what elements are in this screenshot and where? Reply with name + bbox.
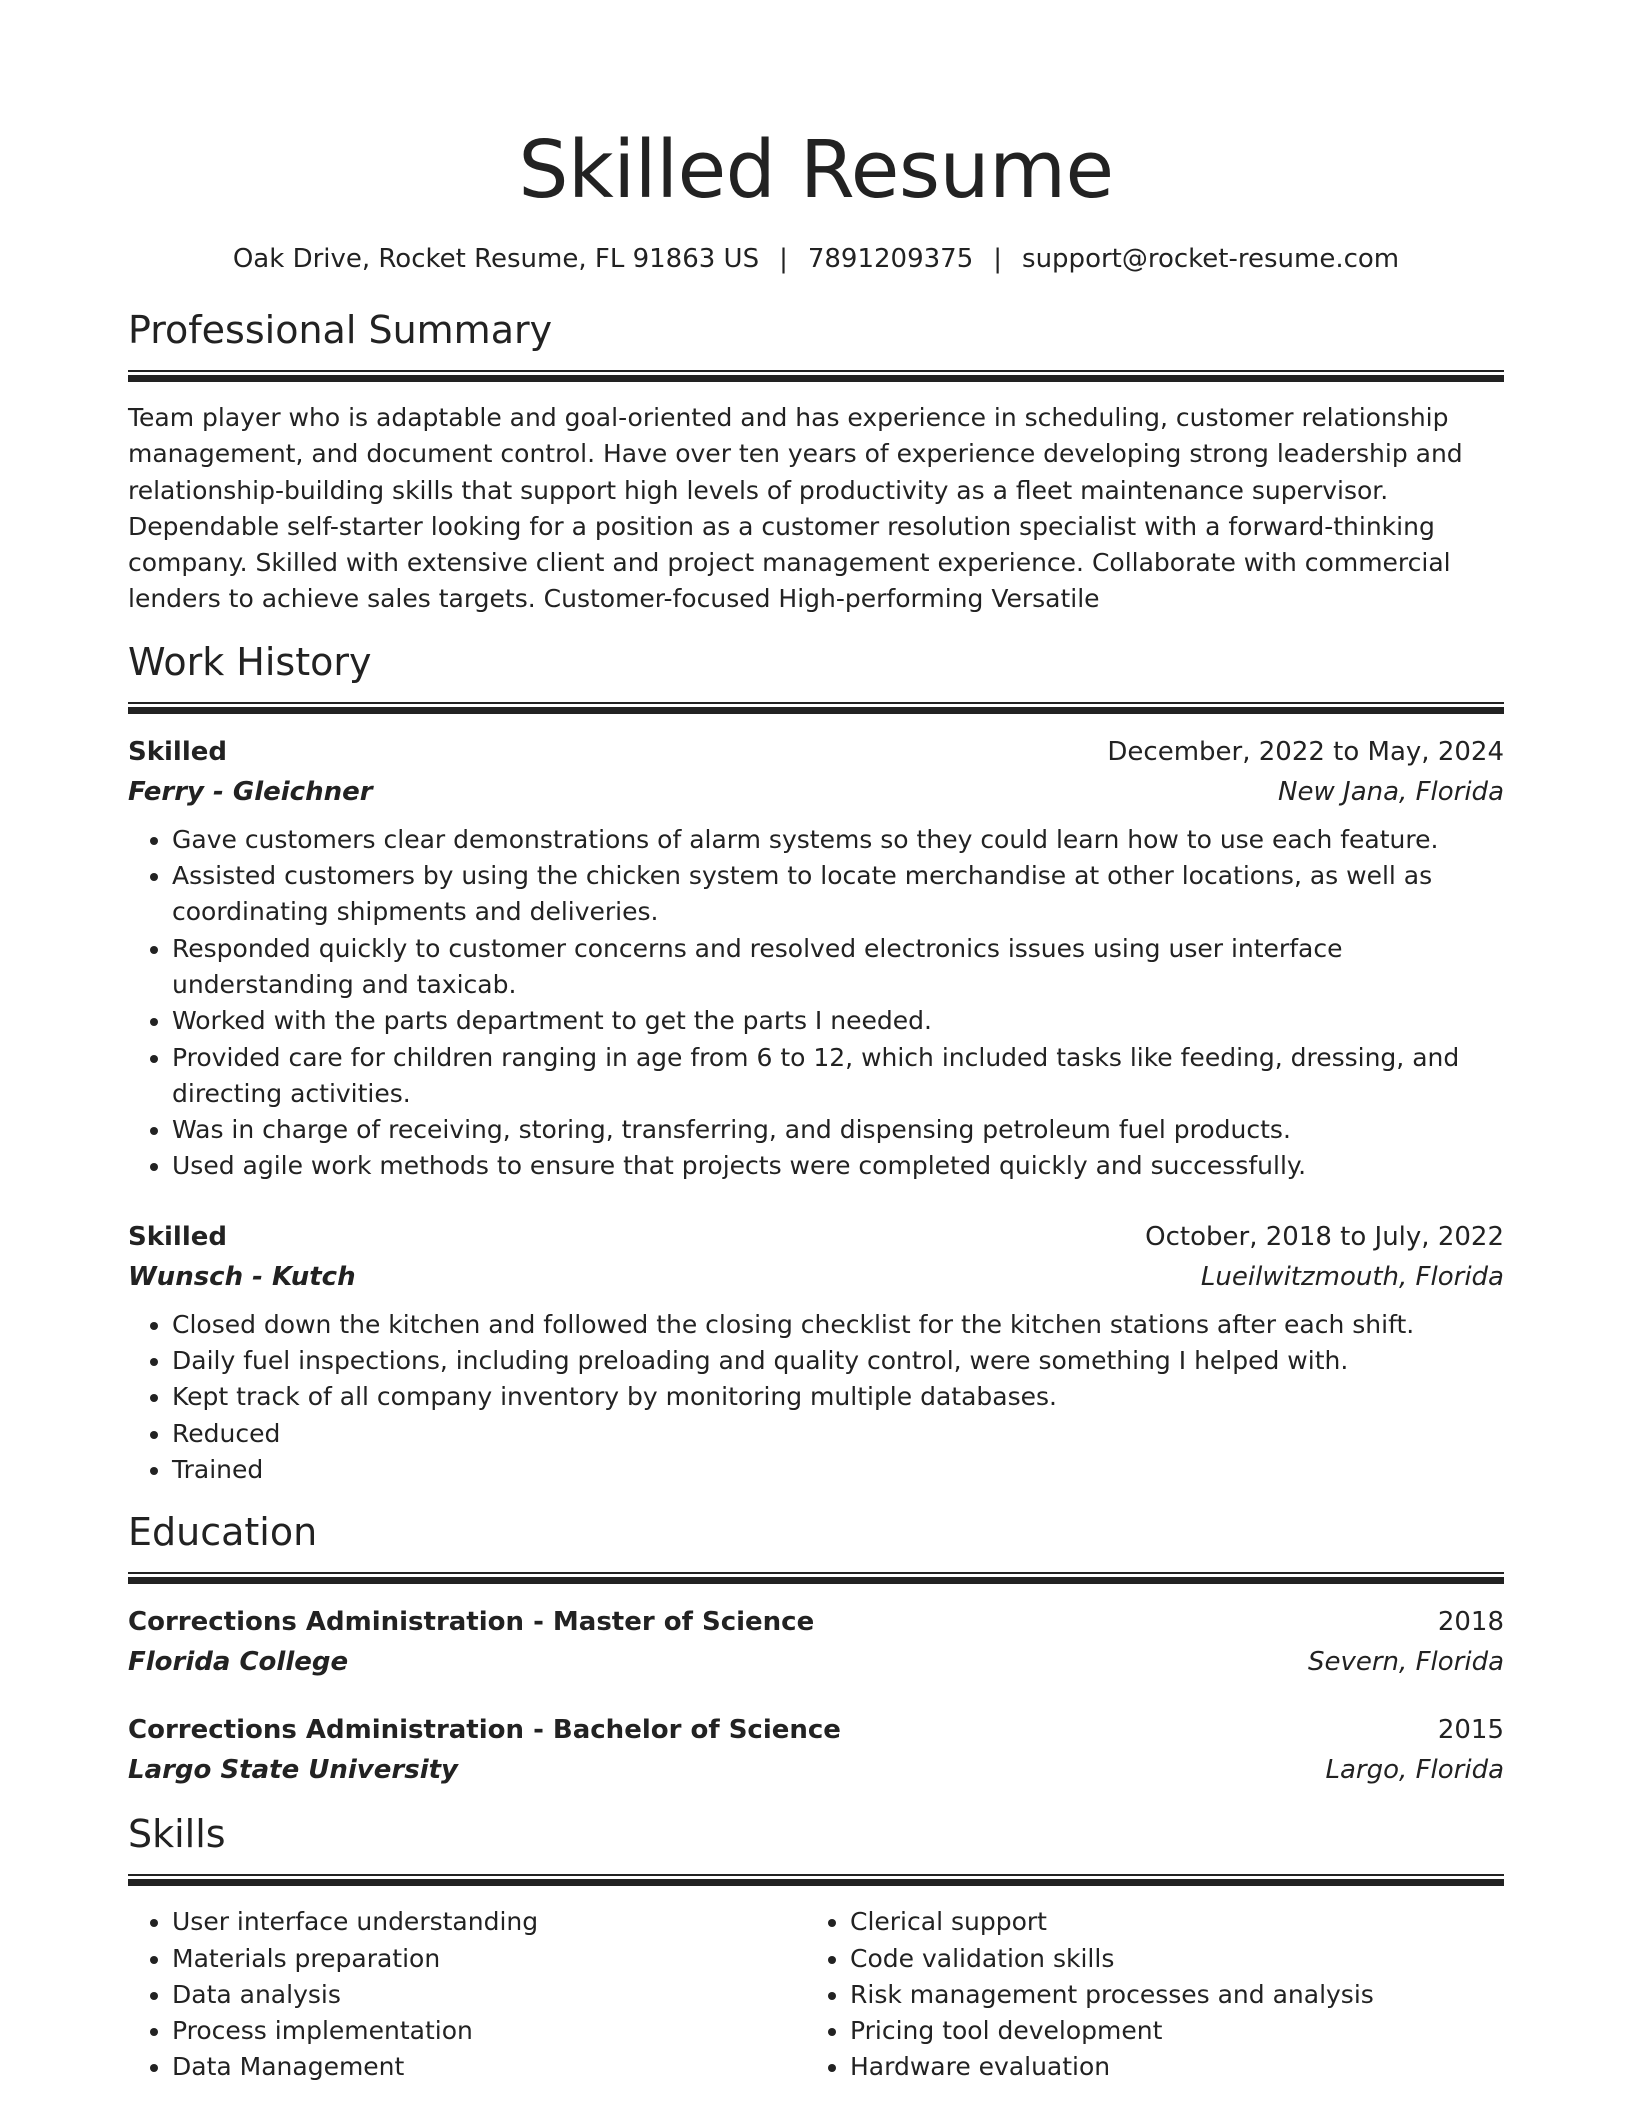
job-company: Wunsch - Kutch xyxy=(128,1261,356,1292)
list-item: • Process implementation xyxy=(172,2013,806,2049)
job-dates: December, 2022 to May, 2024 xyxy=(1107,736,1504,767)
education-year: 2018 xyxy=(1437,1607,1504,1638)
list-item: • Code validation skills xyxy=(850,1941,1484,1977)
list-item: • Kept track of all company inventory by monitoring multiple databases. xyxy=(172,1379,1504,1415)
job-subheader xyxy=(128,1257,1504,1297)
education-degree: Corrections Administration - Master of Science xyxy=(128,1607,815,1638)
contact-address: Oak Drive, Rocket Resume, FL 91863 US xyxy=(232,244,760,274)
education-degree: Corrections Administration - Bachelor of Science xyxy=(128,1715,841,1746)
contact-email: support@rocket-resume.com xyxy=(1022,244,1400,274)
education-school: Florida College xyxy=(128,1647,349,1678)
job-location: New Jana, Florida xyxy=(1278,776,1504,807)
job-location: Lueilwitzmouth, Florida xyxy=(1200,1261,1504,1292)
list-item: • Data analysis xyxy=(172,1977,806,2013)
list-item: • Closed down the kitchen and followed the closing checklist for the kitchen stations after each shift. xyxy=(172,1307,1504,1343)
summary-text: Team player who is adaptable and goal-oriented and has experience in scheduling, customer relationship management, and document control. Have over ten years of experience developing strong leadership and relationship-building skills that support high levels of productivity as a fleet maintenance supervisor. Dependable self-starter looking for a position as a customer resolution specialist with a forward-thinking company. Skilled with extensive client and project management experience. Collaborate with commercial lenders to achieve sales targets. Customer-focused High-performing Versatile xyxy=(128,403,1463,614)
section-divider xyxy=(128,1572,1504,1584)
list-item: • Gave customers clear demonstrations of alarm systems so they could learn how to use each feature. xyxy=(172,822,1504,858)
list-item: • Data Management xyxy=(172,2049,806,2085)
job-bullets xyxy=(128,1307,1504,1488)
skills-list-left xyxy=(128,1904,806,2085)
list-item: • User interface understanding xyxy=(172,1904,806,1940)
list-item: • Was in charge of receiving, storing, transferring, and dispensing petroleum fuel products. xyxy=(172,1112,1504,1148)
list-item: • Assisted customers by using the chicken system to locate merchandise at other locations, as well as coordinating shipments and deliveries. xyxy=(172,858,1504,931)
list-item: • Trained xyxy=(172,1452,1504,1488)
list-item: • Worked with the parts department to get the parts I needed. xyxy=(172,1003,1504,1039)
job-bullets xyxy=(128,822,1504,1185)
education-header xyxy=(128,1602,1504,1642)
list-item: • Provided care for children ranging in age from 6 to 12, which included tasks like feeding, dressing, and directing activities. xyxy=(172,1040,1504,1113)
list-item: • Hardware evaluation xyxy=(850,2049,1484,2085)
education-location: Largo, Florida xyxy=(1325,1755,1504,1786)
job-dates: October, 2018 to July, 2022 xyxy=(1145,1221,1504,1252)
list-item: • Daily fuel inspections, including preloading and quality control, were something I helped with. xyxy=(172,1343,1504,1379)
education-location: Severn, Florida xyxy=(1307,1647,1504,1678)
education-subheader xyxy=(128,1750,1504,1790)
list-item: • Reduced xyxy=(172,1416,1504,1452)
contact-phone: 7891209375 xyxy=(807,244,974,274)
education-entry xyxy=(128,1602,1504,1682)
section-divider xyxy=(128,702,1504,714)
education-heading: Education xyxy=(128,1510,318,1555)
section-divider xyxy=(128,1874,1504,1886)
education-year: 2015 xyxy=(1437,1715,1504,1746)
contact-line xyxy=(128,242,1504,276)
contact-separator: | xyxy=(779,244,788,274)
resume-name: Skilled Resume xyxy=(518,124,1114,216)
contact-separator: | xyxy=(993,244,1003,274)
summary-heading: Professional Summary xyxy=(128,308,553,352)
job-header xyxy=(128,732,1504,772)
skills-section xyxy=(128,1810,1504,2085)
job-entry xyxy=(128,732,1504,1185)
skills-heading: Skills xyxy=(128,1812,226,1857)
job-company: Ferry - Gleichner xyxy=(128,776,373,807)
list-item: • Used agile work methods to ensure that projects were completed quickly and successfully. xyxy=(172,1148,1504,1184)
section-divider xyxy=(128,370,1504,382)
list-item: • Pricing tool development xyxy=(850,2013,1484,2049)
summary-section xyxy=(128,306,1504,618)
education-section xyxy=(128,1508,1504,1790)
education-header xyxy=(128,1710,1504,1750)
education-subheader xyxy=(128,1642,1504,1682)
work-history-section xyxy=(128,638,1504,1488)
skills-list-right xyxy=(806,1904,1484,2085)
job-entry xyxy=(128,1217,1504,1488)
job-title: Skilled xyxy=(128,1221,227,1252)
skills-columns xyxy=(128,1890,1504,2085)
list-item: • Responded quickly to customer concerns and resolved electronics issues using user interface understanding and taxicab. xyxy=(172,931,1504,1004)
work-history-heading: Work History xyxy=(128,639,372,684)
job-header xyxy=(128,1217,1504,1257)
education-school: Largo State University xyxy=(128,1755,458,1786)
job-subheader xyxy=(128,772,1504,812)
education-entry xyxy=(128,1710,1504,1790)
list-item: • Clerical support xyxy=(850,1904,1484,1940)
list-item: • Risk management processes and analysis xyxy=(850,1977,1484,2013)
list-item: • Materials preparation xyxy=(172,1941,806,1977)
job-title: Skilled xyxy=(128,736,227,767)
